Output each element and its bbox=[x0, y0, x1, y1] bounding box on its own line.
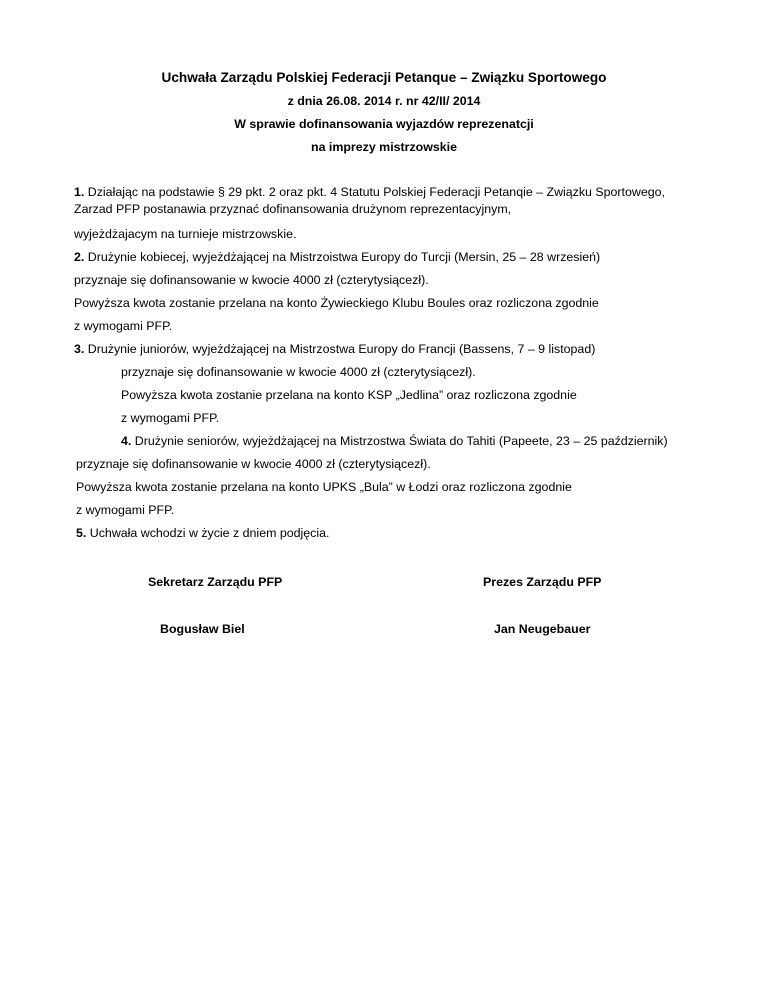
paragraph-4-line-4: z wymogami PFP. bbox=[76, 503, 175, 517]
signature-left-role: Sekretarz Zarządu PFP bbox=[148, 575, 283, 589]
paragraph-2-line-2: przyznaje się dofinansowanie w kwocie 4000 zł (czterytysiącezł). bbox=[74, 273, 429, 287]
paragraph-1-line-2: Zarzad PFP postanawia przyznać dofinansowania drużynom reprezentacyjnym, bbox=[74, 202, 512, 216]
paragraph-4-text: Drużynie seniorów, wyjeżdżającej na Mistrzostwa Świata do Tahiti (Papeete, 23 – 25 październik) bbox=[131, 434, 668, 448]
paragraph-2-line-3: Powyższa kwota zostanie przelana na konto Żywieckiego Klubu Boules oraz rozliczona zgodnie bbox=[74, 296, 599, 310]
signature-right-role: Prezes Zarządu PFP bbox=[483, 575, 602, 589]
paragraph-4-line-3: Powyższa kwota zostanie przelana na konto UPKS „Bula” w Łodzi oraz rozliczona zgodnie bbox=[76, 480, 572, 494]
paragraph-2-line-4: z wymogami PFP. bbox=[74, 319, 173, 333]
paragraph-3-line-2: przyznaje się dofinansowanie w kwocie 4000 zł (czterytysiącezł). bbox=[121, 365, 476, 379]
paragraph-1-line-3: wyjeżdżajacym na turnieje mistrzowskie. bbox=[74, 227, 297, 241]
paragraph-3-text: Drużynie juniorów, wyjeżdżającej na Mistrzostwa Europy do Francji (Bassens, 7 – 9 listopad) bbox=[84, 342, 596, 356]
paragraph-4-line-1 bbox=[121, 434, 668, 449]
paragraph-1-text: Działając na podstawie § 29 pkt. 2 oraz pkt. 4 Statutu Polskiej Federacji Petanqie – Związku Sportowego, bbox=[84, 185, 665, 199]
paragraph-3-line-3: Powyższa kwota zostanie przelana na konto KSP „Jedlina” oraz rozliczona zgodnie bbox=[121, 388, 577, 402]
paragraph-4-line-2: przyznaje się dofinansowanie w kwocie 4000 zł (czterytysiącezł). bbox=[76, 457, 431, 471]
document-date-number: z dnia 26.08. 2014 r. nr 42/II/ 2014 bbox=[287, 94, 481, 108]
paragraph-2-number: 2. bbox=[74, 250, 85, 264]
paragraph-5-number: 5. bbox=[76, 526, 87, 540]
document-subject-line-2: na imprezy mistrzowskie bbox=[311, 140, 457, 154]
paragraph-1-line-1 bbox=[74, 185, 665, 200]
signature-right-name: Jan Neugebauer bbox=[494, 622, 591, 636]
paragraph-3-number: 3. bbox=[74, 342, 85, 356]
paragraph-3-line-4: z wymogami PFP. bbox=[121, 411, 220, 425]
paragraph-5-line-1 bbox=[76, 526, 329, 541]
paragraph-3-line-1 bbox=[74, 342, 595, 357]
paragraph-5-text: Uchwała wchodzi w życie z dniem podjęcia. bbox=[86, 526, 330, 540]
paragraph-2-line-1 bbox=[74, 250, 600, 265]
paragraph-1-number: 1. bbox=[74, 185, 85, 199]
paragraph-2-text: Drużynie kobiecej, wyjeżdżającej na Mistrzoistwa Europy do Turcji (Mersin, 25 – 28 wrzesień) bbox=[84, 250, 601, 264]
document-title: Uchwała Zarządu Polskiej Federacji Petanque – Związku Sportowego bbox=[161, 70, 607, 85]
paragraph-4-number: 4. bbox=[121, 434, 132, 448]
document-subject-line-1: W sprawie dofinansowania wyjazdów reprezenatcji bbox=[234, 117, 534, 131]
signature-left-name: Bogusław Biel bbox=[160, 622, 245, 636]
